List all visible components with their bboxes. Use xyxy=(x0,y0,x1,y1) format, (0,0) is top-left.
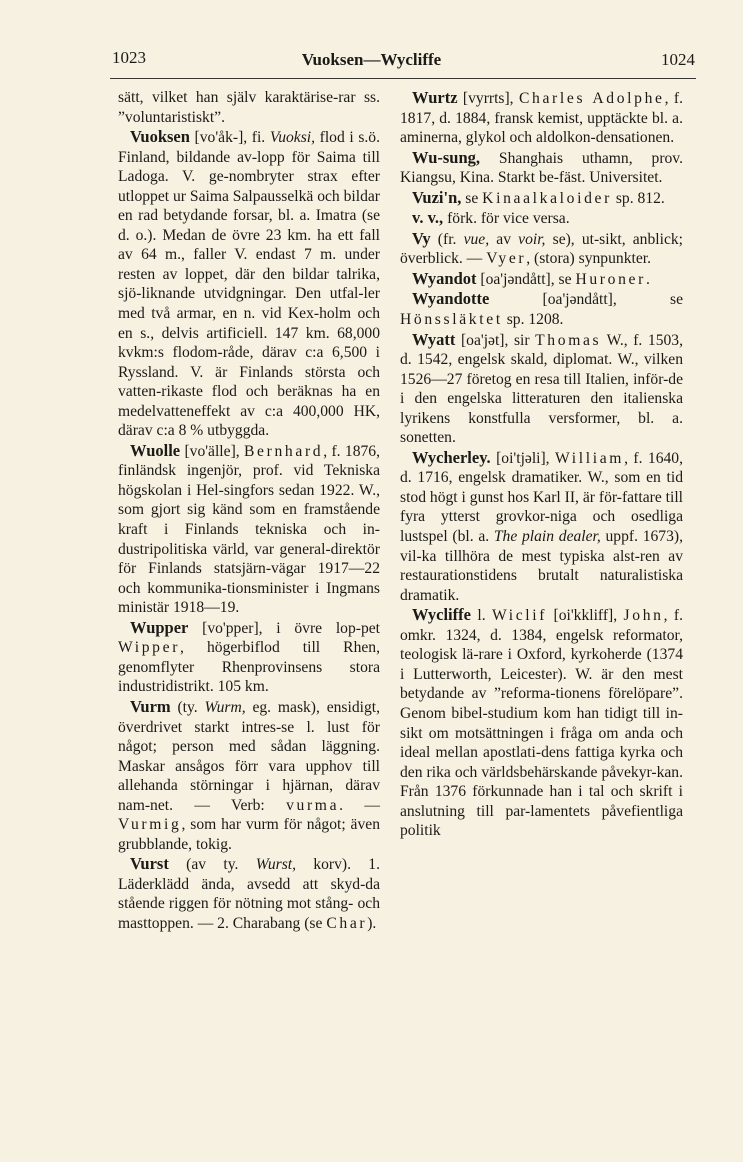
headword: Wurtz xyxy=(412,88,458,107)
headword: Wu-sung, xyxy=(412,147,481,167)
entry-wyandotte: Wyandotte [oa'jəndått], se Hönssläktet sp. 1208. xyxy=(400,289,683,329)
running-title: Vuoksen—Wycliffe xyxy=(301,50,442,69)
right-column xyxy=(400,88,683,841)
entry-wupper: Wupper [vo'pper], i övre lop-pet Wipper, högerbiflod till Rhen, genomflyter Rhenprovinsens stora industridistrikt. 105 km. xyxy=(118,617,380,696)
entry-v-v: v. v., förk. för vice versa. xyxy=(412,208,570,228)
headword: Wyandotte xyxy=(412,289,490,309)
headword: Wyandot xyxy=(412,268,477,288)
entry-wycherley: Wycherley. [oi'tjəli], William, f. 1640, d. 1716, engelsk dramatiker. W., som en tid stod högt i gunst hos Karl II, är för-fattare till fyra ytterst grovkor-niga och osedliga lustspel (bl. a. The plain dealer, uppf. 1673), vil-ka tillhöra de mest typiska alst-ren av restaurationstidens brutalt naturalistiska dramatik. xyxy=(400,447,683,604)
entry-wyatt: Wyatt [oa'jət], sir Thomas W., f. 1503, d. 1542, engelsk skald, diplomat. W., vilken 1526—27 företog en resa till Italien, inför-de i den engelska litteraturen den italienska lyrikens konstfulla versformer, bl. a. sonetten. xyxy=(400,329,683,447)
headword: Vy xyxy=(412,228,431,248)
entry-wurtz: Wurtz [vyrrts], Charles Adolphe, f. 1817, d. 1884, fransk kemist, upptäckte bl. a. aminerna, glykol och aldolkon-densationen. xyxy=(400,88,684,147)
page-number-left: 1023 xyxy=(112,48,146,67)
entry-continuation: sätt, vilket han själv karaktärise-rar ss. ”voluntaristiskt”. xyxy=(118,89,380,126)
headword: Wuolle xyxy=(130,440,181,460)
entry-vuzin: Vuzi'n, se Kinaalkaloider sp. 812. xyxy=(412,187,665,207)
entry-wuolle: Wuolle [vo'älle], Bernhard, f. 1876, finländsk ingenjör, prof. vid Tekniska högskolan i Hel-singfors sedan 1922. W., som gjort sig känd som en framstående kraft i Finlands tekniska och in-dustripolitiska värld, var general-direktör för Finlands statsjärn-vägar 1917—22 och kommunika-tionsminister i Ingmans ministär 1918—19. xyxy=(118,440,380,617)
headword: Wycliffe xyxy=(412,605,471,625)
entry-vuoksen: Vuoksen [vo'åk-], fi. Vuoksi, flod i s.ö. Finland, bildande av-lopp för Saima till Ladoga. V. ge-nombryter strax efter utloppet ur Saima Salpausselkä och bildar en rad betydande forsar, bl. a. Imatra (se d. o.). Medan de övre 23 km. ha ett fall av 64 m., faller V. endast 7 m. under resten av loppet, där den bildar talrika, sjö-liknande utvidgningar. Den utfal-ler med två armar, en n. vid Kex-holm och en s., delvis artificiell. 147 km. 68,000 kvkm:s flodom-råde, därav c:a 6,500 i Ryssland. V. är Finlands största och vatten-rikaste flod och beräknas ha en medelvatteneffekt av c:a 400,000 HK, därav c:a 8 % utbyggda. xyxy=(118,127,381,440)
headword: Wupper xyxy=(130,617,189,637)
entry-wycliffe: Wycliffe l. Wiclif [oi'kkliff], John, f. omkr. 1324, d. 1384, engelsk reformator, teologisk lä-rare i Oxford, kyrkoherde (1374 i Lutterworth, Leicester). W. är den mest betydande av ”reforma-tionens förelöpare”. Genom bibel-studium kom han tidigt till in-sikt om motsättningen i fråga om anda och ideal mellan apostlati-dens fattiga kyrka och den rika och världsbehärskande påvekyr-kan. Från 1376 förkunnade han i tal och skrift i anslutning till par-lamentets påvefientliga politik xyxy=(400,605,684,840)
headword: Vuoksen xyxy=(130,127,190,147)
page-number-right: 1024 xyxy=(661,50,695,69)
headword: Vuzi'n, xyxy=(412,187,462,207)
headword: Vurm xyxy=(130,696,171,716)
entry-vurm: Vurm (ty. Wurm, eg. mask), ensidigt, överdrivet starkt intres-se l. lust för något; person med sådan läggning. Maskar ansågos förr vara upphov till allehanda störningar i hjärnan, därav nam-net. — Verb: vurma. — Vurmig, som har vurm för något; även grubblande, tokig. xyxy=(118,696,380,853)
left-column xyxy=(118,88,380,934)
entry-vurst: Vurst (av ty. Wurst, korv). 1. Läderklädd ända, avsedd att skyd-da stående riggen för nötning mot stång- och masttoppen. — 2. Charabang (se Char). xyxy=(118,854,380,932)
headword: Wycherley. xyxy=(412,447,491,467)
entry-vy: Vy (fr. vue, av voir, se), ut-sikt, anblick; överblick. — Vyer, (stora) synpunkter. xyxy=(400,228,683,268)
header-rule xyxy=(110,78,696,79)
entry-wu-sung: Wu-sung, Shanghais uthamn, prov. Kiangsu, Kina. Starkt be-fäst. Universitet. xyxy=(400,147,683,187)
headword: Vurst xyxy=(130,854,169,874)
headword: Wyatt xyxy=(412,329,456,349)
headword: v. v., xyxy=(412,208,444,228)
entry-wyandot: Wyandot [oa'jəndått], se Huroner. xyxy=(412,268,650,288)
